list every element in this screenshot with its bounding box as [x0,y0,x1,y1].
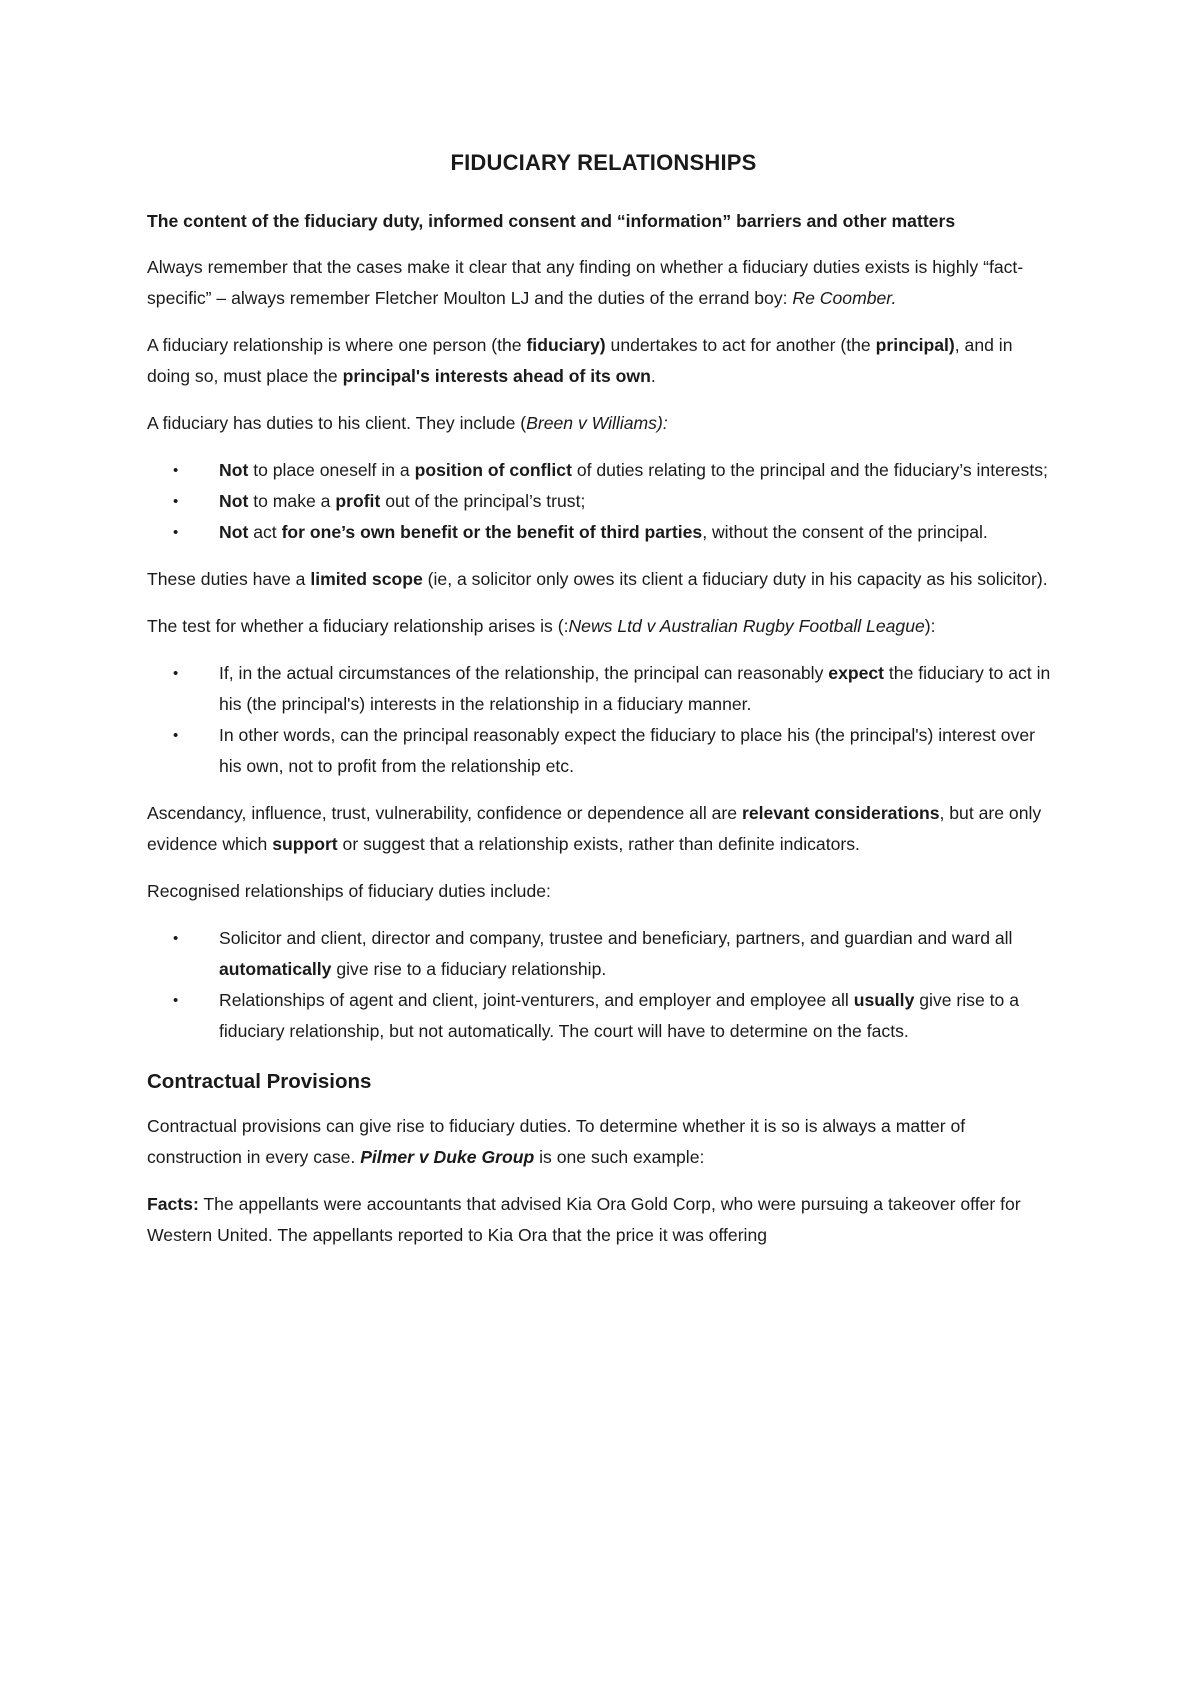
text: Always remember that the cases make it clear that any finding on whether a fiduciary duties exists is highly “fact-specific” – always remember Fletcher Moulton LJ and the duties of the errand boy: [147,257,1024,308]
list-item [147,486,1060,517]
text: Relationships of agent and client, joint-venturers, and employer and employee all [219,990,854,1010]
text: , without the consent of the principal. [702,522,988,542]
recognised-list [147,923,1060,1047]
case-name: Pilmer v Duke Group [360,1147,535,1167]
bold-text: relevant considerations [741,803,940,823]
text: The test for whether a fiduciary relationship arises is (: [147,616,569,636]
text: of duties relating to the principal and the fiduciary’s interests; [571,460,1048,480]
case-name: Breen v Williams): [526,413,668,433]
section-heading-contractual: Contractual Provisions [147,1070,372,1093]
text: give rise to a fiduciary relationship. [331,959,607,979]
list-item [147,658,1060,720]
text: to place oneself in a [248,460,415,480]
text: The appellants were accountants that advised Kia Ora Gold Corp, who were pursuing a takeover offer for Western United. The appellants reported to Kia Ora that the price it was offering [147,1194,1021,1245]
bold-text: principal) [875,335,955,355]
bold-text: position of conflict [414,460,572,480]
case-name: News Ltd v Australian Rugby Football League [568,616,925,636]
text: A fiduciary relationship is where one person (the [147,335,527,355]
text: , and in doing so, must place the [147,335,1013,386]
text: . [650,366,656,386]
bullet-icon: • [173,992,179,1009]
text: A fiduciary has duties to his client. They include ( [147,413,527,433]
paragraph-scope [147,564,1060,595]
bold-text: expect [828,663,885,683]
text: the fiduciary to act in his (the principal's) interests in the relationship in a fiduciary manner. [219,663,1051,714]
text: Solicitor and client, director and company, trustee and beneficiary, partners, and guardian and ward all [219,928,1013,948]
bullet-icon: • [173,727,179,744]
text: Ascendancy, influence, trust, vulnerability, confidence or dependence all are [147,803,742,823]
bold-text: Not [219,460,249,480]
paragraph-definition [147,330,1060,392]
bullet-icon: • [173,462,179,479]
text: ): [924,616,936,636]
bold-text: profit [335,491,381,511]
paragraph-test [147,611,1060,642]
text: to make a [248,491,336,511]
document-subtitle: The content of the fiduciary duty, informed consent and “information” barriers and other matters [147,211,956,231]
duties-list [147,455,1060,548]
text: act [248,522,282,542]
case-name: Re Coomber. [792,288,897,308]
bullet-icon: • [173,493,179,510]
test-list [147,658,1060,782]
text: If, in the actual circumstances of the relationship, the principal can reasonably [219,663,829,683]
bold-text: usually [853,990,915,1010]
text: is one such example: [534,1147,705,1167]
bold-text: automatically [219,959,332,979]
document-title: FIDUCIARY RELATIONSHIPS [450,150,757,175]
text: (ie, a solicitor only owes its client a fiduciary duty in his capacity as his solicitor). [422,569,1048,589]
bold-text: limited scope [310,569,423,589]
paragraph-contractual [147,1111,1060,1173]
paragraph-recognised: Recognised relationships of fiduciary duties include: [147,881,551,901]
list-item [147,923,1060,985]
text: , but are only evidence which [147,803,1042,854]
bold-text: support [272,834,338,854]
bold-label: Facts: [147,1194,199,1214]
paragraph-ascendancy [147,798,1060,860]
bullet-icon: • [173,524,179,541]
bullet-icon: • [173,930,179,947]
text: out of the principal’s trust; [380,491,586,511]
paragraph-duties [147,408,1060,439]
text: These duties have a [147,569,311,589]
paragraph-facts [147,1189,1060,1251]
text: or suggest that a relationship exists, rather than definite indicators. [337,834,860,854]
text: give rise to a fiduciary relationship, but not automatically. The court will have to determine on the facts. [219,990,1019,1041]
text: In other words, can the principal reasonably expect the fiduciary to place his (the principal's) interest over his own, not to profit from the relationship etc. [219,725,1036,776]
bold-text: for one’s own benefit or the benefit of third parties [281,522,703,542]
list-item [147,455,1060,486]
list-item [147,517,1060,548]
text: undertakes to act for another (the [605,335,876,355]
bold-text: Not [219,522,249,542]
bold-text: principal's interests ahead of its own [342,366,651,386]
bold-text: fiduciary) [526,335,606,355]
bold-text: Not [219,491,249,511]
list-item [147,985,1060,1047]
bullet-icon: • [173,665,179,682]
paragraph-intro [147,252,1060,314]
list-item [147,720,1060,782]
text: Contractual provisions can give rise to fiduciary duties. To determine whether it is so is always a matter of construction in every case. [147,1116,966,1167]
